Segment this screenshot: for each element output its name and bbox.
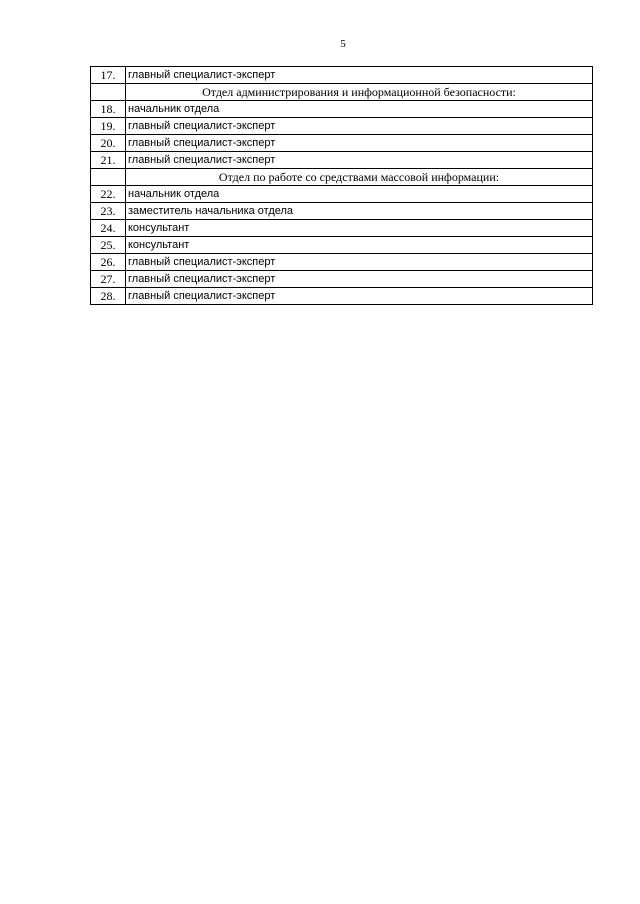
positions-table — [90, 66, 593, 305]
table-row — [91, 152, 593, 169]
row-number — [91, 169, 126, 186]
table-row — [91, 67, 593, 84]
row-number: 24. — [91, 220, 126, 237]
department-heading: Отдел по работе со средствами массовой информации: — [126, 169, 593, 186]
position-title: главный специалист-эксперт — [126, 118, 593, 135]
table-row — [91, 271, 593, 288]
position-title: главный специалист-эксперт — [126, 135, 593, 152]
table-row — [91, 203, 593, 220]
table-row — [91, 254, 593, 271]
table-row — [91, 288, 593, 305]
row-number: 23. — [91, 203, 126, 220]
row-number: 27. — [91, 271, 126, 288]
page-number: 5 — [340, 38, 346, 50]
position-title: главный специалист-эксперт — [126, 288, 593, 305]
table-row — [91, 237, 593, 254]
position-title: начальник отдела — [126, 186, 593, 203]
section-row — [91, 84, 593, 101]
row-number: 20. — [91, 135, 126, 152]
table-row — [91, 135, 593, 152]
table-row — [91, 220, 593, 237]
row-number: 25. — [91, 237, 126, 254]
row-number: 18. — [91, 101, 126, 118]
position-title: заместитель начальника отдела — [126, 203, 593, 220]
position-title: консультант — [126, 237, 593, 254]
section-row — [91, 169, 593, 186]
table-row — [91, 118, 593, 135]
position-title: главный специалист-эксперт — [126, 152, 593, 169]
position-title: главный специалист-эксперт — [126, 67, 593, 84]
position-title: консультант — [126, 220, 593, 237]
row-number: 28. — [91, 288, 126, 305]
position-title: главный специалист-эксперт — [126, 254, 593, 271]
row-number: 22. — [91, 186, 126, 203]
row-number: 17. — [91, 67, 126, 84]
row-number: 19. — [91, 118, 126, 135]
row-number: 26. — [91, 254, 126, 271]
row-number: 21. — [91, 152, 126, 169]
table-row — [91, 101, 593, 118]
position-title: главный специалист-эксперт — [126, 271, 593, 288]
position-title: начальник отдела — [126, 101, 593, 118]
row-number — [91, 84, 126, 101]
table-row — [91, 186, 593, 203]
department-heading: Отдел администрирования и информационной безопасности: — [126, 84, 593, 101]
positions-table-body — [91, 67, 593, 305]
